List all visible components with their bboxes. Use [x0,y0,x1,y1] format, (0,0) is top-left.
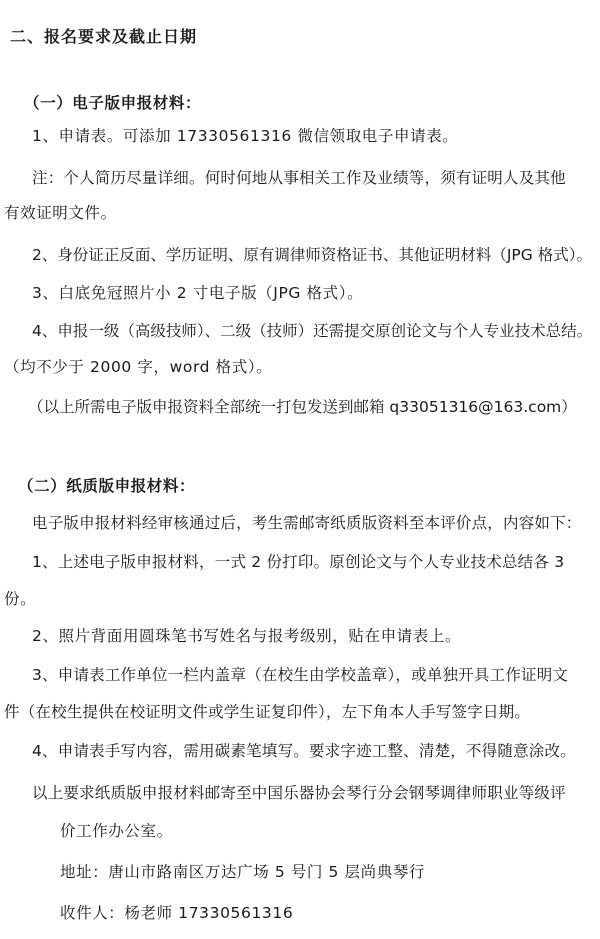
paper-item-3-line-1: 3、申请表工作单位一栏内盖章（在校生由学校盖章），或单独开具工作证明文 [32,666,569,684]
paper-item-3-line-2: 件（在校生提供在校证明文件或学生证复印件），左下角本人手写签字日期。 [4,703,531,721]
electronic-item-4-line-2: （均不少于 2000 字，word 格式）。 [4,358,273,376]
section-title: 二、报名要求及截止日期 [10,27,198,46]
paper-mail-line-2: 价工作办公室。 [60,822,173,840]
electronic-item-3: 3、白底免冠照片小 2 寸电子版（JPG 格式）。 [32,284,364,302]
paper-recipient: 收件人：杨老师 17330561316 [60,904,294,922]
paper-item-1-line-2: 份。 [4,590,37,608]
electronic-item-2: 2、身份证正反面、学历证明、原有调律师资格证书、其他证明材料（JPG 格式）。 [32,246,592,264]
electronic-item-1: 1、申请表。可添加 17330561316 微信领取电子申请表。 [32,127,459,145]
electronic-materials-heading: （一）电子版申报材料： [24,94,202,112]
paper-materials-heading: （二）纸质版申报材料： [18,477,196,495]
paper-mail-line-1: 以上要求纸质版申报材料邮寄至中国乐器协会琴行分会钢琴调律师职业等级评 [32,784,566,802]
paper-item-1-line-1: 1、上述电子版申报材料，一式 2 份打印。原创论文与个人专业技术总结各 3 [32,553,565,571]
electronic-email-note: （以上所需电子版申报资料全部统一打包发送到邮箱 q33051316@163.com） [28,398,577,416]
electronic-item-4-line-1: 4、申报一级（高级技师）、二级（技师）还需提交原创论文与个人专业技术总结。 [32,322,593,340]
electronic-note-line-2: 有效证明文件。 [4,204,117,222]
paper-item-4: 4、申请表手写内容，需用碳素笔填写。要求字迹工整、清楚，不得随意涂改。 [32,742,576,760]
paper-item-2: 2、照片背面用圆珠笔书写姓名与报考级别，贴在申请表上。 [32,627,462,645]
paper-address: 地址：唐山市路南区万达广场 5 号门 5 层尚典琴行 [60,863,426,881]
electronic-note-line-1: 注：个人简历尽量详细。何时何地从事相关工作及业绩等，须有证明人及其他 [32,169,566,187]
paper-intro: 电子版申报材料经审核通过后，考生需邮寄纸质版资料至本评价点，内容如下： [32,514,582,532]
